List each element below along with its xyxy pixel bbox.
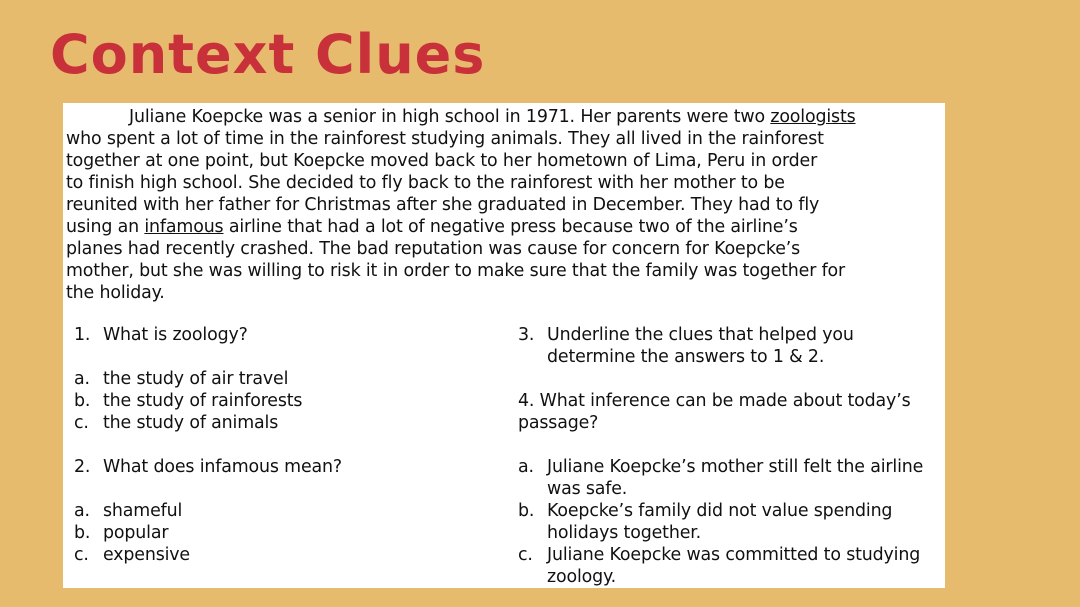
question-1: 1. What is zoology? [74, 325, 248, 345]
q4-option-c: c. Juliane Koepcke was committed to studying zoology. [518, 545, 921, 587]
passage-line: together at one point, but Koepcke moved back to her hometown of Lima, Peru in order [66, 151, 818, 171]
q4-option-a: a. Juliane Koepcke’s mother still felt the airline was safe. [518, 457, 924, 499]
worksheet-card [63, 103, 945, 588]
q1-option-a: a. the study of air travel [74, 369, 289, 389]
passage-line: Juliane Koepcke was a senior in high school in 1971. Her parents were two zoologists [129, 107, 856, 127]
questions-right-column [518, 324, 938, 588]
reading-passage [66, 106, 936, 304]
passage-line: planes had recently crashed. The bad reputation was cause for concern for Koepcke’s [66, 239, 801, 259]
passage-line: mother, but she was willing to risk it in order to make sure that the family was together for [66, 261, 846, 281]
passage-line: who spent a lot of time in the rainforest studying animals. They all lived in the rainforest [66, 129, 824, 149]
q2-option-a: a. shameful [74, 501, 183, 521]
passage-line: the holiday. [66, 283, 165, 303]
passage-line: to finish high school. She decided to fly back to the rainforest with her mother to be [66, 173, 785, 193]
q2-option-b: b. popular [74, 523, 169, 543]
question-2: 2. What does infamous mean? [74, 457, 342, 477]
q1-option-b: b. the study of rainforests [74, 391, 303, 411]
underlined-word-infamous: infamous [144, 217, 224, 237]
page-title: Context Clues [50, 23, 486, 86]
passage-line: using an infamous airline that had a lot of negative press because two of the airline’s [66, 217, 798, 237]
q4-option-b: b. Koepcke’s family did not value spending holidays together. [518, 501, 893, 543]
q1-option-c: c. the study of animals [74, 413, 279, 433]
question-3: 3. Underline the clues that helped you determine the answers to 1 & 2. [518, 325, 854, 367]
underlined-word-zoologists: zoologists [770, 107, 856, 127]
passage-line: reunited with her father for Christmas after she graduated in December. They had to fly [66, 195, 820, 215]
question-4: 4. What inference can be made about today’s passage? [518, 391, 911, 433]
q2-option-c: c. expensive [74, 545, 190, 565]
questions-left-column [74, 324, 494, 566]
